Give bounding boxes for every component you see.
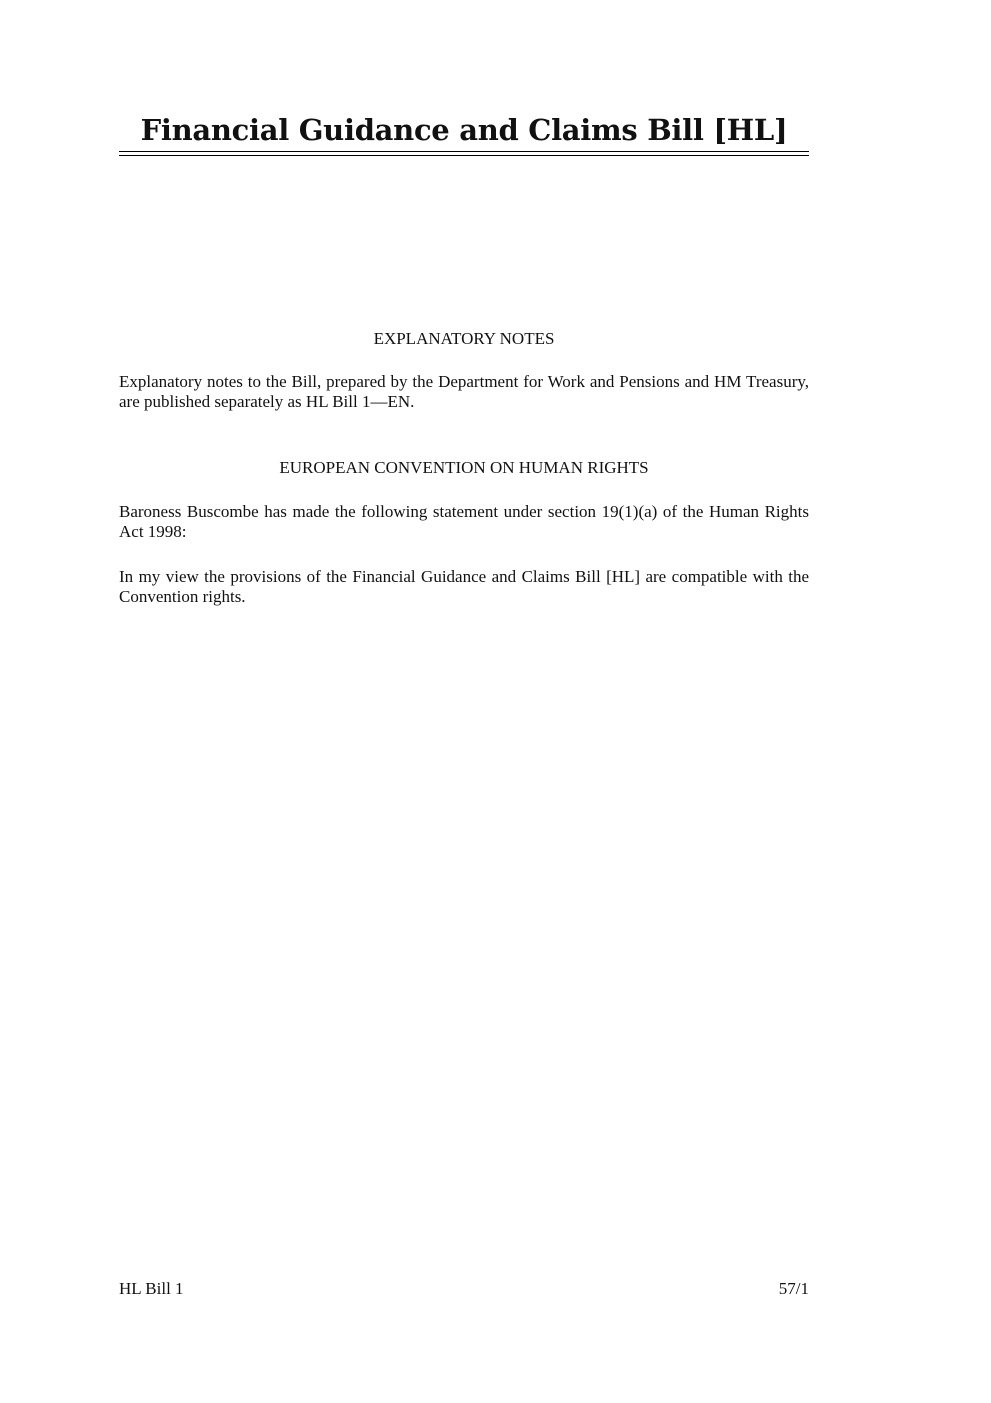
title-rule-upper	[119, 151, 809, 152]
footer-page-code: 57/1	[778, 1279, 809, 1298]
document-title: Financial Guidance and Claims Bill [HL]	[140, 113, 788, 147]
echr-statement-paragraph: Baroness Buscombe has made the following statement under section 19(1)(a) of the Human Rights Act 1998:	[119, 502, 809, 541]
title-rule-lower	[119, 155, 809, 156]
section-heading-echr: EUROPEAN CONVENTION ON HUMAN RIGHTS	[279, 458, 649, 477]
section-heading-explanatory-notes: EXPLANATORY NOTES	[373, 329, 555, 348]
footer-bill-reference: HL Bill 1	[119, 1279, 184, 1298]
echr-compatibility-paragraph: In my view the provisions of the Financial Guidance and Claims Bill [HL] are compatible with the Convention rights.	[119, 567, 809, 606]
explanatory-notes-paragraph: Explanatory notes to the Bill, prepared by the Department for Work and Pensions and HM Treasury, are published separately as HL Bill 1—EN.	[119, 372, 809, 411]
